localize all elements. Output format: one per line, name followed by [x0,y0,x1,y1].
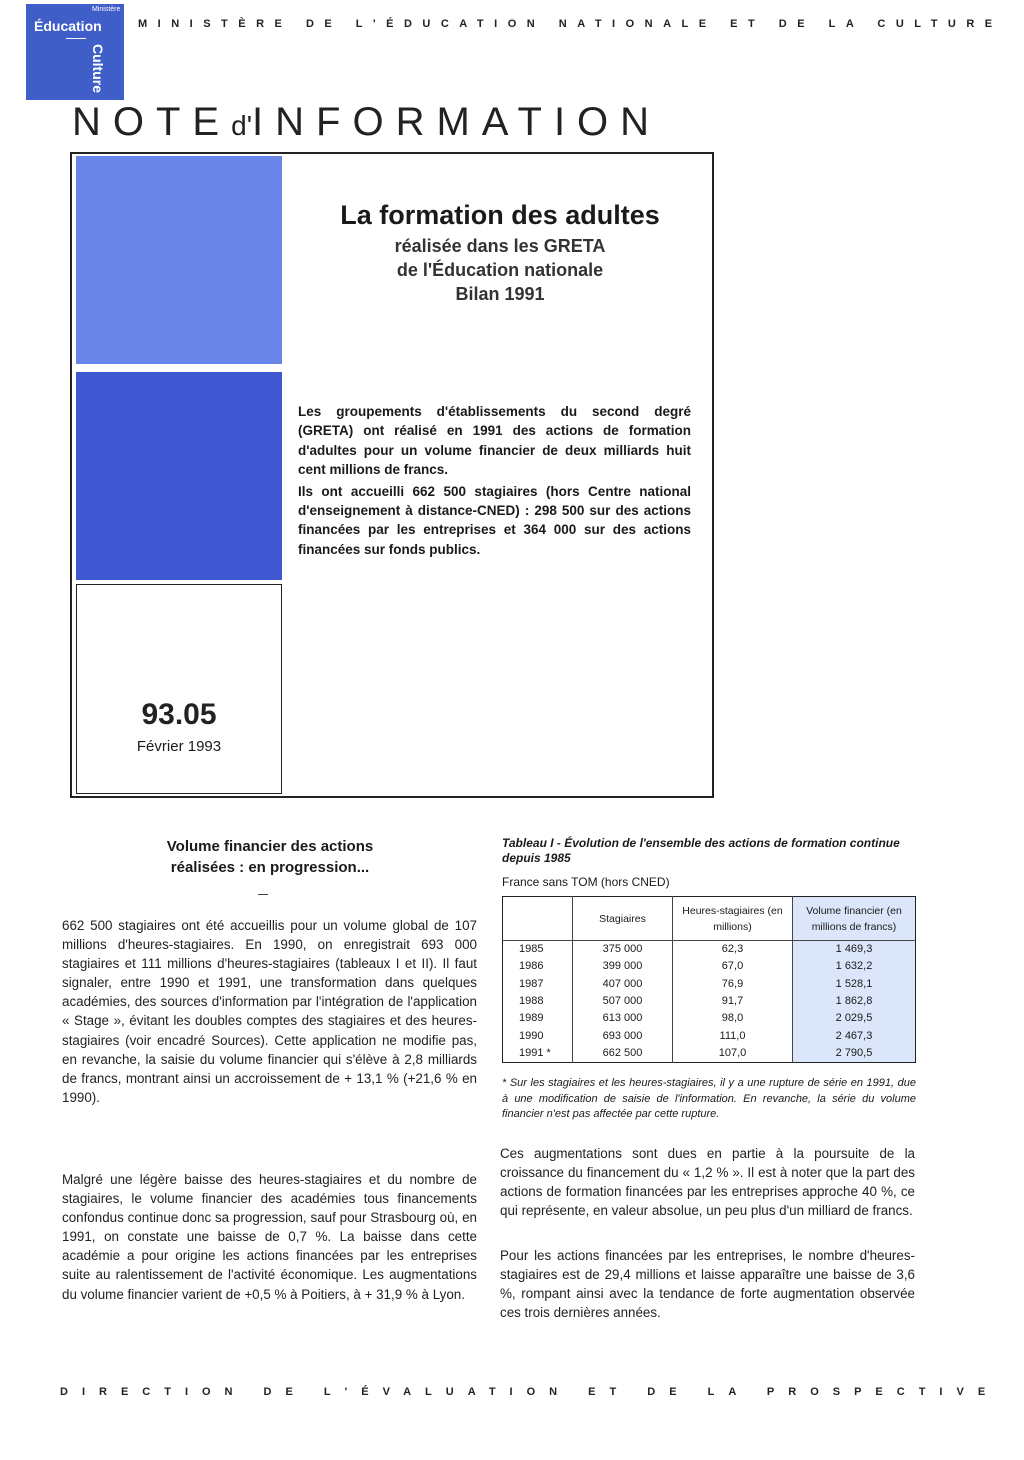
table-row [503,958,916,975]
ministry-header: MINISTÈRE DE L'ÉDUCATION NATIONALE ET DE LA CULTURE [138,18,1003,30]
logo-ministere-text: Ministère [92,6,121,13]
subtitle-line-3: Bilan 1991 [455,284,545,304]
body-paragraph-3: Ces augmentations sont dues en partie à la poursuite de la croissance du financement du « 1,2 % ». Il est à noter que la part des actions de formation financées par les entreprises approche 40 %, ce qui représente, en valeur absolue, un peu plus d'un milliard de francs. [500,1146,915,1219]
table-cell-heures: 67,0 [673,958,793,975]
title-information: INFORMATION [252,100,662,144]
abstract [298,402,691,561]
table-cell-stagiaires: 507 000 [573,993,673,1010]
logo-culture-text: Culture [90,44,106,93]
table-cell-volume: 2 790,5 [793,1045,916,1063]
table-row [503,1028,916,1045]
table-cell-year: 1985 [519,943,544,955]
issue-date: Février 1993 [136,738,222,755]
table-row [503,941,916,959]
table-footnote: * Sur les stagiaires et les heures-stagiaires, il y a une rupture de série en 1991, due à une modification de saisie de l'information. En revanche, la série du volume financier n'est pas affectée par cette rupture. [502,1077,916,1121]
title-note: NOTE [72,100,232,144]
table-caption: Tableau I - Évolution de l'ensemble des actions de formation continue depuis 1985 [502,836,900,865]
table-row [503,993,916,1010]
table-cell-year: 1989 [519,1012,544,1025]
table-header-row [503,897,916,941]
abstract-paragraph-1: Les groupements d'établissements du second degré (GRETA) ont réalisé en 1991 des actions de formation d'adultes pour un volume financier de deux milliards huit cent millions de francs. [298,404,691,478]
table-cell-heures: 107,0 [673,1045,793,1063]
table-cell-year: 1991 * [519,1046,551,1059]
document-title: La formation des adultes [340,200,660,230]
document-subtitle [290,234,710,306]
table-cell-volume: 1 862,8 [793,993,916,1010]
table-cell-volume: 1 632,2 [793,958,916,975]
table-cell-heures: 91,7 [673,993,793,1010]
table-cell-year: 1990 [519,1029,544,1042]
table-header-year [503,897,573,941]
logo-rule [66,38,86,39]
subtitle-line-2: de l'Éducation nationale [396,260,604,280]
issue-number: 93.05 [141,698,217,731]
body-paragraph-2: Malgré une légère baisse des heures-stagiaires et du nombre de stagiaires, le volume financier des académies tous financements confondus continue donc sa progression, sauf pour Strasbourg où, en 1991, on constate une baisse de 0,7 %. La baisse dans cette académie a pour origine les actions financées par les entreprises suite au ralentissement de l'activité économique. Les augmentations du volume financier varient de +0,5 % à Poitiers, à + 31,9 % à Lyon. [62,1172,477,1302]
table-cell-volume: 1 469,3 [793,941,916,959]
table-cell-year: 1987 [519,977,544,990]
table-cell-stagiaires: 399 000 [573,958,673,975]
cover-block-light [76,156,282,364]
evolution-table [502,896,916,1063]
publication-title [72,100,661,145]
table-cell-stagiaires: 613 000 [573,1010,673,1027]
table-cell-heures: 62,3 [673,941,793,959]
logo-education-text: Éducation [34,18,102,34]
ministry-logo [26,4,124,100]
directorate-footer: DIRECTION DE L'ÉVALUATION ET DE LA PROSPECTIVE [60,1386,1000,1398]
section-heading [110,836,430,878]
table-cell-year: 1986 [519,960,544,973]
cover-block-empty [76,584,282,794]
table-cell-year: 1988 [519,994,544,1007]
cover-block-dark [76,372,282,580]
subtitle-line-1: réalisée dans les GRETA [394,236,606,256]
table-cell-heures: 98,0 [673,1010,793,1027]
table-cell-stagiaires: 662 500 [573,1045,673,1063]
section-heading-line-2: réalisées : en progression... [170,859,370,876]
body-paragraph-4: Pour les actions financées par les entreprises, le nombre d'heures-stagiaires est de 29,4 millions et laisse apparaître une baisse de 3,6 %, rompant ainsi avec la tendance de forte augmentation observée ces trois dernières années. [500,1248,915,1321]
table-cell-stagiaires: 693 000 [573,1028,673,1045]
table-cell-volume: 2 029,5 [793,1010,916,1027]
table-header-heures: Heures-stagiaires (en millions) [673,897,793,941]
table-cell-volume: 2 467,3 [793,1028,916,1045]
table-cell-volume: 1 528,1 [793,975,916,992]
title-d: d' [231,110,253,141]
section-heading-line-1: Volume financier des actions [166,838,374,855]
table-row [503,1045,916,1063]
table-row [503,975,916,992]
table-scope: France sans TOM (hors CNED) [502,875,670,889]
table-cell-stagiaires: 375 000 [573,941,673,959]
table-header-stagiaires: Stagiaires [573,897,673,941]
section-divider [258,894,268,895]
body-paragraph-1: 662 500 stagiaires ont été accueillis pour un volume global de 107 millions d'heures-stagiaires. En 1990, on enregistrait 693 000 stagiaires et 111 millions d'heures-stagiaires (tableaux I et II). Il faut signaler, entre 1990 et 1991, une transformation dans quelques académies, des sources d'information par l'intégration de l'application « Stage », évitant les doubles comptes des stagiaires et des heures-stagiaires (voir encadré Sources). Cette application ne modifie pas, en revanche, la saisie du volume financier qui s'élève à 2,8 milliards de francs, montrant ainsi un accroissement de + 13,1 % (+21,6 % en 1990). [62,918,477,1105]
table-row [503,1010,916,1027]
table-cell-heures: 76,9 [673,975,793,992]
table-header-volume: Volume financier (en millions de francs) [793,897,916,941]
abstract-paragraph-2: Ils ont accueilli 662 500 stagiaires (hors Centre national d'enseignement à distance-CNED) : 298 500 sur des actions financées par les entreprises et 364 000 sur des actions financées sur fonds publics. [298,483,691,557]
table-cell-stagiaires: 407 000 [573,975,673,992]
table-cell-heures: 111,0 [673,1028,793,1045]
